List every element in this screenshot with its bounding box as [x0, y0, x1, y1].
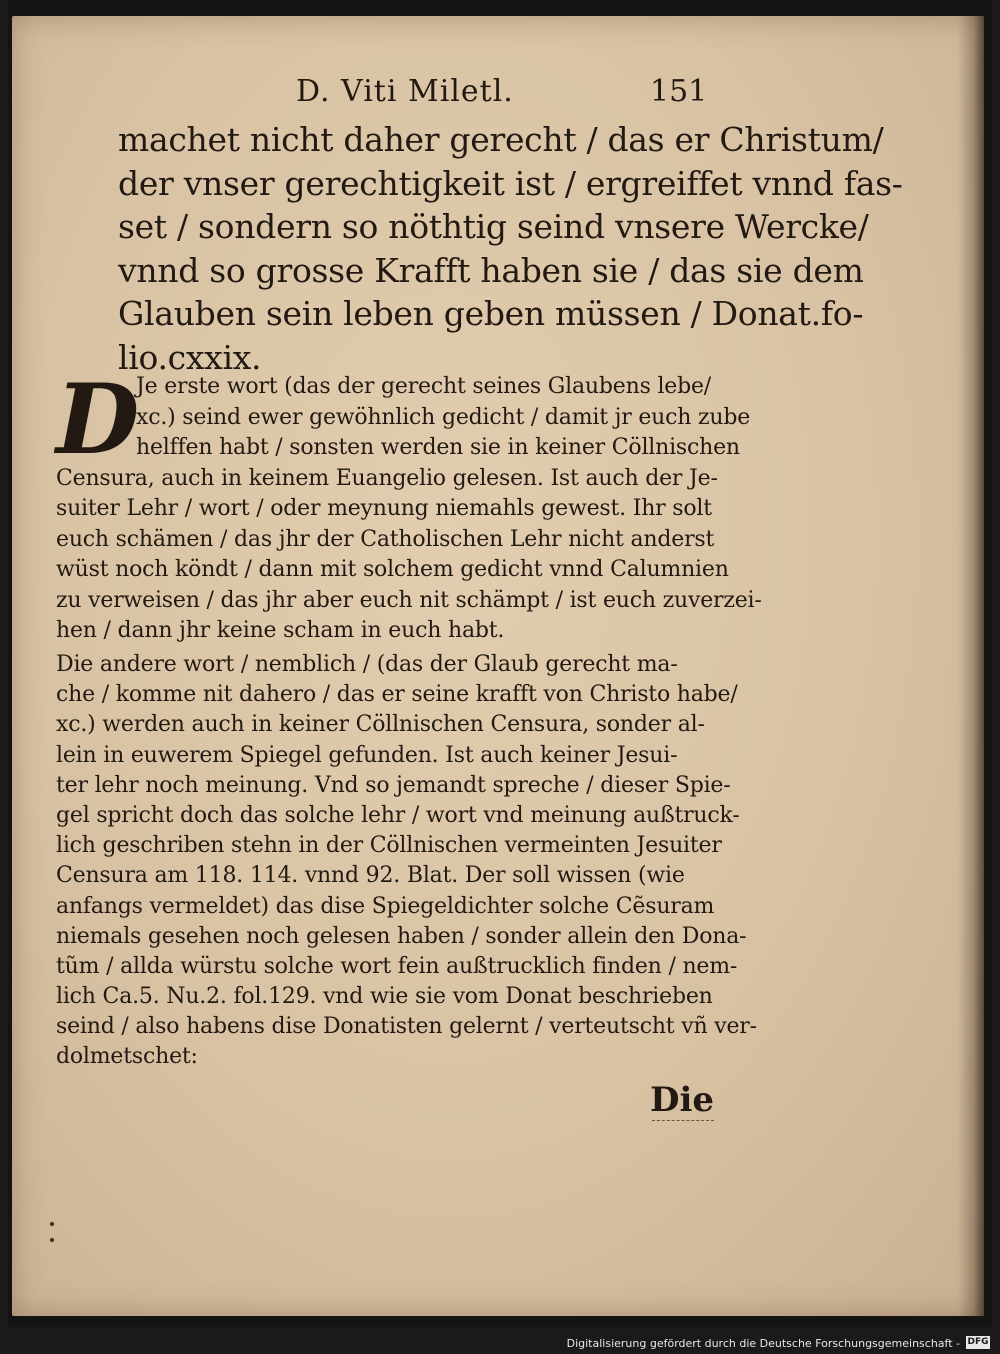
- text-line: Censura, auch in keinem Euangelio gelesen. Ist auch der Je-: [56, 465, 718, 491]
- running-head: D. Viti Miletl.: [296, 74, 514, 109]
- margin-dot: [50, 1222, 54, 1226]
- text-line: helffen habt / sonsten werden sie in keiner Cöllnischen: [136, 435, 740, 460]
- text-line: xc.) werden auch in keiner Cöllnischen Censura, sonder al-: [56, 712, 705, 738]
- text-line: Censura am 118. 114. vnnd 92. Blat. Der soll wissen (wie: [56, 863, 685, 889]
- text-line: dolmetschet:: [56, 1044, 198, 1070]
- catchword: Die: [650, 1080, 715, 1120]
- text-line: lio.cxxix.: [118, 337, 262, 377]
- text-line: hen / dann jhr keine scham in euch habt.: [56, 618, 505, 643]
- funding-credit: Digitalisierung gefördert durch die Deutsche Forschungsgemeinschaft -: [566, 1337, 960, 1350]
- text-line: seind / also habens dise Donatisten gelernt / verteutscht vñ ver-: [56, 1014, 757, 1040]
- text-line: ter lehr noch meinung. Vnd so jemandt spreche / dieser Spie-: [56, 772, 731, 798]
- text-line: der vnser gerechtigkeit ist / ergreiffet vnnd fas-: [118, 163, 903, 203]
- page-number: 151: [650, 74, 708, 109]
- text-line: tũm / allda würstu solche wort fein außtrucklich finden / nem-: [56, 953, 738, 979]
- text-line: wüst noch köndt / dann mit solchem gedicht vnnd Calumnien: [56, 557, 729, 582]
- catchword-rule: [652, 1120, 714, 1121]
- dfg-logo: DFG: [967, 1337, 989, 1347]
- text-line: lein in euwerem Spiegel gefunden. Ist auch keiner Jesui-: [56, 742, 678, 768]
- text-line: machet nicht daher gerecht / das er Christum/: [118, 120, 884, 159]
- text-line: vnnd so grosse Krafft haben sie / das sie dem: [118, 250, 864, 290]
- text-line: suiter Lehr / wort / oder meynung niemahls gewest. Ihr solt: [56, 496, 712, 521]
- page-spine-shadow: [958, 16, 984, 1316]
- margin-dot: [50, 1238, 54, 1242]
- paragraph-2: [56, 650, 757, 1073]
- text-line: xc.) seind ewer gewöhnlich gedicht / damit jr euch zube: [136, 404, 751, 430]
- text-line: gel spricht doch das solche lehr / wort vnd meinung außtruck-: [56, 802, 740, 828]
- text-line: zu verweisen / das jhr aber euch nit schämpt / ist euch zuverzei-: [56, 587, 762, 613]
- decorated-initial: D: [56, 363, 140, 476]
- paragraph-1: [56, 363, 762, 647]
- text-line: Je erste wort (das der gerecht seines Glaubens lebe/: [136, 374, 712, 399]
- text-line: lich geschriben stehn in der Cöllnischen vermeinten Jesuiter: [56, 833, 722, 859]
- text-line: euch schämen / das jhr der Catholischen Lehr nicht anderst: [56, 526, 715, 552]
- text-line: Glauben sein leben geben müssen / Donat.fo-: [118, 294, 864, 333]
- text-line: lich Ca.5. Nu.2. fol.129. vnd wie sie vom Donat beschrieben: [56, 984, 713, 1010]
- text-line: anfangs vermeldet) das dise Spiegeldichter solche Cẽsuram: [56, 893, 715, 919]
- text-line: set / sondern so nöthtig seind vnsere Wercke/: [118, 207, 869, 246]
- text-line: che / komme nit dahero / das er seine krafft von Christo habe/: [56, 682, 738, 708]
- top-text-block: [118, 118, 903, 379]
- text-line: niemals gesehen noch gelesen haben / sonder allein den Dona-: [56, 923, 747, 949]
- text-line: Die andere wort / nemblich / (das der Glaub gerecht ma-: [56, 652, 678, 677]
